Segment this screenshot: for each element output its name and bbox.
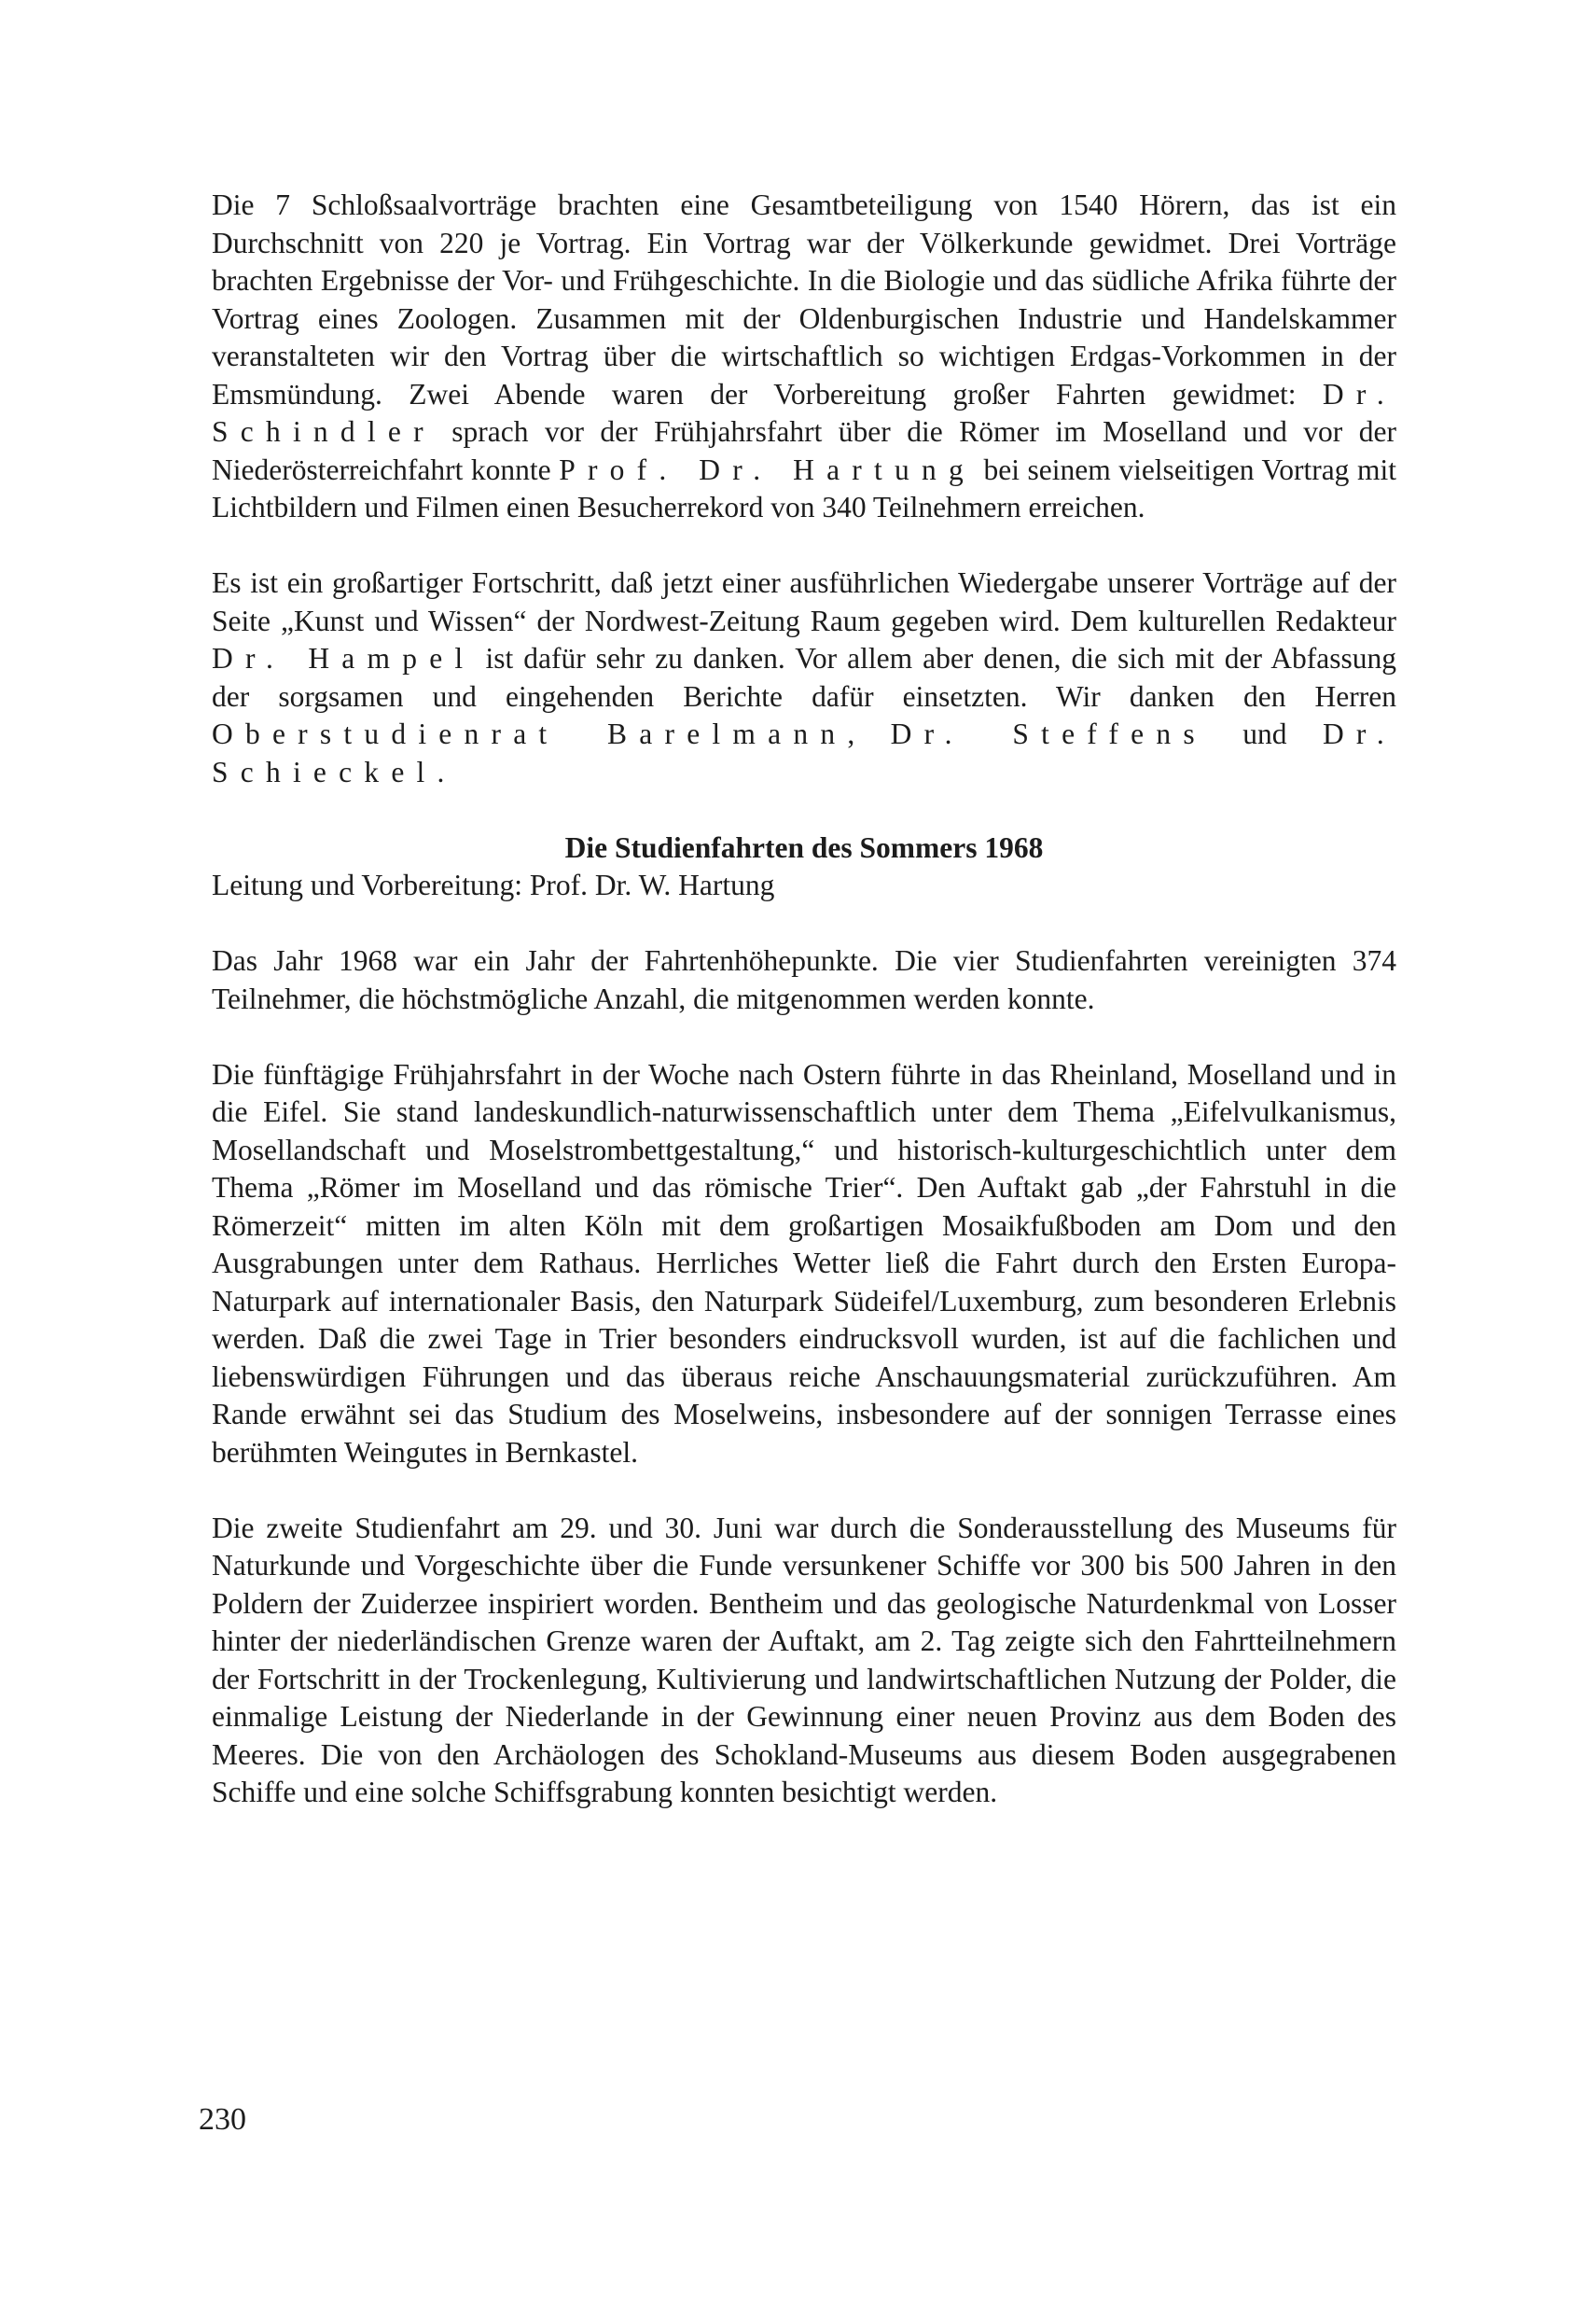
paragraph-lectures bbox=[212, 187, 1396, 527]
page-number: 230 bbox=[199, 2102, 246, 2137]
text-run: und bbox=[1206, 718, 1323, 750]
person-name: Dr. Hampel bbox=[212, 642, 476, 675]
section-subheading: Leitung und Vorbereitung: Prof. Dr. W. Hartung bbox=[212, 869, 775, 901]
person-name: Dr. Schindler bbox=[212, 377, 1396, 448]
person-name: Prof. Dr. Hartung bbox=[559, 453, 976, 486]
paragraph-overview: Das Jahr 1968 war ein Jahr der Fahrtenhöhepunkte. Die vier Studienfahrten vereinigten 374 Teilnehmer, die höchstmögliche Anzahl, die mitgenommen werden konnte. bbox=[212, 944, 1396, 1015]
paragraph-press bbox=[212, 565, 1396, 791]
paragraph-gap bbox=[212, 791, 1396, 829]
text-run: Die 7 Schloßsaalvorträge brachten eine Gesamtbeteiligung von 1540 Hörern, das ist ein Durchschnitt von 220 je Vortrag. Ein Vortrag war der Völkerkunde gewidmet. Drei Vorträge brachten Ergebnisse der Vor- und Frühgeschichte. In die Biologie und das südliche Afrika führte der Vortrag eines Zoologen. Zusammen mit der Oldenburgischen Industrie und Handelskammer veranstalteten wir den Vortrag über die wirtschaftlich so wichtigen Erdgas-Vorkommen in der Emsmündung. Zwei Abende waren der Vorbereitung großer Fahrten gewidmet: bbox=[212, 188, 1396, 411]
paragraph-gap bbox=[212, 905, 1396, 943]
paragraph-gap bbox=[212, 1018, 1396, 1056]
paragraph-gap bbox=[212, 527, 1396, 565]
text-run: . bbox=[437, 755, 445, 788]
text-run: , bbox=[847, 718, 891, 750]
paragraph-second-trip: Die zweite Studienfahrt am 29. und 30. Juni war durch die Sonderausstellung des Museums für Naturkunde und Vorgeschichte über die Funde versunkener Schiffe vor 300 bis 500 Jahren in den Poldern der Zuiderzee inspiriert worden. Bentheim und das geologische Naturdenkmal von Losser hinter der niederländischen Grenze waren der Auftakt, am 2. Tag zeigte sich den Fahrtteilnehmern der Fortschritt in der Trockenlegung, Kultivierung und landwirtschaftlichen Nutzung der Polder, die einmalige Leistung der Niederlande in der Gewinnung einer neuen Provinz aus dem Boden des Meeres. Die von den Archäologen des Schokland-Museums aus diesem Boden ausgegrabenen Schiffe und eine solche Schiffsgrabung konnten besichtigt werden. bbox=[212, 1511, 1396, 1808]
paragraph-spring-trip: Die fünftägige Frühjahrsfahrt in der Woche nach Ostern führte in das Rheinland, Moselland und in die Eifel. Sie stand landeskundlich-naturwissenschaftlich unter dem Thema „Eifelvulkanismus, Mosellandschaft und Moselstrombettgestaltung,“ und historisch-kulturgeschichtlich unter dem Thema „Römer im Moselland und das römische Trier“. Den Auftakt gab „der Fahrstuhl in die Römerzeit“ mitten im alten Köln mit dem großartigen Mosaikfußboden am Dom und den Ausgrabungen unter dem Rathaus. Herrliches Wetter ließ die Fahrt durch den Ersten Europa-Naturpark auf internationaler Basis, den Naturpark Südeifel/Luxemburg, zum besonderen Erlebnis werden. Daß die zwei Tage in Trier besonders eindrucksvoll wurden, ist auf die fachlichen und liebenswürdigen Führungen und das überaus reiche Anschauungsmaterial zurückzuführen. Am Rande erwähnt sei das Studium des Moselweins, insbesondere auf der sonnigen Terrasse eines berühmten Weingutes in Bernkastel. bbox=[212, 1057, 1396, 1469]
paragraph-gap bbox=[212, 1471, 1396, 1510]
text-run: ist dafür sehr zu danken. Vor allem aber denen, die sich mit der Abfassung der sorgsamen und eingehenden Berichte dafür einsetzten. Wir danken den Herren bbox=[212, 642, 1397, 713]
section-heading: Die Studienfahrten des Sommers 1968 bbox=[564, 830, 1044, 864]
person-name: Oberstudienrat Barelmann bbox=[212, 718, 848, 750]
text-run: sprach vor der Frühjahrsfahrt über die Römer im Moselland und vor der Niederösterreichfahrt konnte bbox=[212, 415, 1396, 486]
person-name: Dr. Schieckel bbox=[212, 718, 1397, 788]
text-run: Es ist ein großartiger Fortschritt, daß jetzt einer ausführlichen Wiedergabe unserer Vorträge auf der Seite „Kunst und Wissen“ der Nordwest-Zeitung Raum gegeben wird. Dem kulturellen Redakteur bbox=[212, 566, 1396, 637]
text-run: bei seinem vielseitigen Vortrag mit Lichtbildern und Filmen einen Besucherrekord von 340 Teilnehmern erreichen. bbox=[212, 453, 1396, 523]
document-body bbox=[212, 187, 1396, 1812]
person-name: Dr. Steffens bbox=[890, 718, 1207, 750]
